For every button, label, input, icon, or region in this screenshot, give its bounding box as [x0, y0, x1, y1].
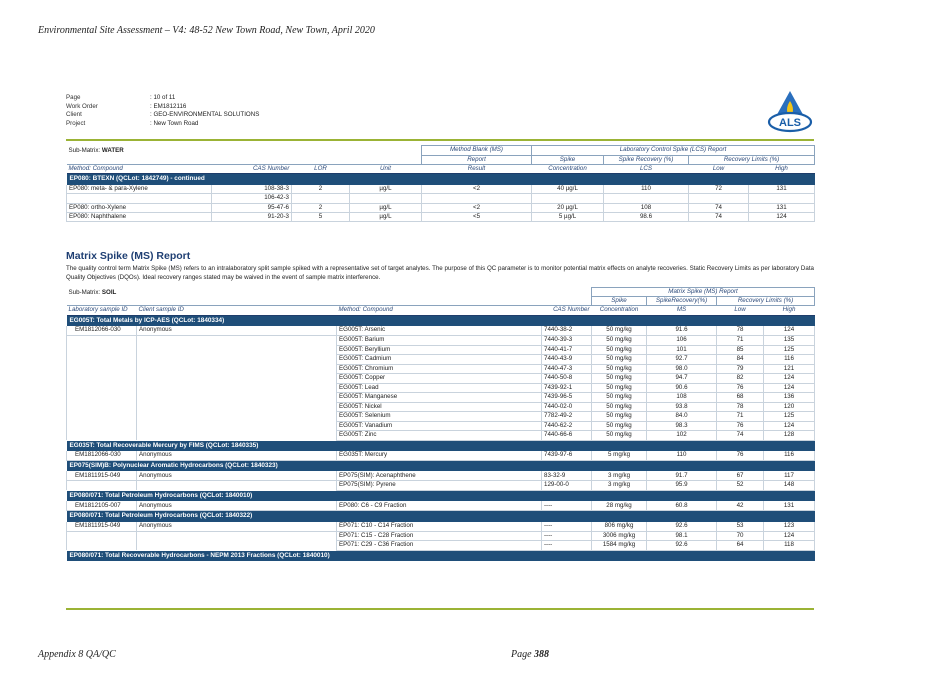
ms-group-header: EP080/071: Total Recoverable Hydrocarbons - NEPM 2013 Fractions (QCLot: 1840010) — [67, 550, 815, 561]
table-row: EM1812066-030 Anonymous EG005T: Arsenic 7440-38-2 50 mg/kg 91.6 78 124 — [67, 326, 815, 336]
ms-group-header: EP080/071: Total Petroleum Hydrocarbons (QCLot: 1840322) — [67, 511, 815, 522]
table-row: EG005T: Selenium 7782-49-2 50 mg/kg 84.0 71 125 — [67, 412, 815, 422]
lcs-header-row-1: Sub-Matrix: WATER Method Blank (MS) Laboratory Control Spike (LCS) Report — [67, 146, 815, 156]
table-row: EG005T: Beryllium 7440-41-7 50 mg/kg 101 85 125 — [67, 345, 815, 355]
table-row: EP075(SIM): Pyrene 129-00-0 3 mg/kg 95.9 52 148 — [67, 481, 815, 491]
ms-section-title: Matrix Spike (MS) Report — [66, 250, 191, 262]
table-row: 106-42-3 — [67, 194, 815, 203]
ms-group-header: EP080/071: Total Petroleum Hydrocarbons (QCLot: 1840010) — [67, 490, 815, 501]
document-header-title: Environmental Site Assessment – V4: 48-52 New Town Road, New Town, April 2020 — [38, 25, 375, 36]
ms-group-header: EG035T: Total Recoverable Mercury by FIMS (QCLot: 1840335) — [67, 440, 815, 451]
ms-table-body — [67, 315, 815, 561]
ms-group-header: EG005T: Total Metals by ICP-AES (QCLot: 1840334) — [67, 315, 815, 326]
table-row: EM1812105-007 Anonymous EP080: C6 - C9 Fraction ---- 28 mg/kg 60.8 42 131 — [67, 501, 815, 511]
meta-row: Page : 10 of 11 — [66, 94, 176, 101]
ms-description: The quality control term Matrix Spike (MS) refers to an intralaboratory split sample spiked with a representative set of target analytes. The purpose of this QC parameter is to monitor potential matrix effects on analyte recoveries. Static Recovery Limits as per laboratory Data Quality Objectives (DQOs). Ideal recovery ranges stated may be waived in the event of sample matrix interference. — [66, 265, 814, 281]
table-row: EG005T: Barium 7440-39-3 50 mg/kg 106 71 135 — [67, 336, 815, 346]
method-blank-title: Method Blank (MS) — [422, 146, 532, 156]
table-row: EG005T: Vanadium 7440-62-2 50 mg/kg 98.3 76 124 — [67, 421, 815, 431]
table-row: EG005T: Manganese 7439-96-5 50 mg/kg 108 68 136 — [67, 393, 815, 403]
table-row: EM1811915-049 Anonymous EP071: C10 - C14 Fraction ---- 806 mg/kg 92.6 53 123 — [67, 522, 815, 532]
als-logo — [765, 89, 815, 134]
ms-table — [66, 287, 815, 561]
table-row: EM1812066-030 Anonymous EG035T: Mercury 7439-97-6 5 mg/kg 110 76 116 — [67, 451, 815, 461]
table-row: EG005T: Chromium 7440-47-3 50 mg/kg 98.0 79 121 — [67, 364, 815, 374]
meta-row: Client : GEO-ENVIRONMENTAL SOLUTIONS — [66, 111, 260, 119]
ms-header-row-2: Spike SpikeRecovery(%) Recovery Limits (%) — [67, 297, 815, 306]
green-divider — [66, 139, 814, 141]
report-meta — [66, 95, 259, 129]
table-row: EG005T: Nickel 7440-02-0 50 mg/kg 93.8 78 120 — [67, 402, 815, 412]
table-row: EM1811915-049 Anonymous EP075(SIM): Acenaphthene 83-32-9 3 mg/kg 91.7 67 117 — [67, 471, 815, 481]
lcs-report-title: Laboratory Control Spike (LCS) Report — [532, 146, 815, 156]
ms-report-title: Matrix Spike (MS) Report — [592, 288, 815, 297]
table-row: EP080: ortho-Xylene 95-47-6 2 µg/L <2 20 µg/L 108 74 131 — [67, 203, 815, 212]
table-row: EP080: meta- & para-Xylene 108-38-3 2 µg/L <2 40 µg/L 110 72 131 — [67, 185, 815, 194]
table-row: EP080: Naphthalene 91-20-3 5 µg/L <5 5 µg/L 98.6 74 124 — [67, 212, 815, 221]
table-row: EG005T: Lead 7439-92-1 50 mg/kg 90.6 76 124 — [67, 383, 815, 393]
footer-page-number: Page 388 — [511, 649, 550, 660]
ms-group-header: EP075(SIM)B: Polynuclear Aromatic Hydrocarbons (QCLot: 1840323) — [67, 460, 815, 471]
table-row: EG005T: Zinc 7440-66-6 50 mg/kg 102 74 128 — [67, 431, 815, 441]
table-row: EP071: C15 - C28 Fraction ---- 3006 mg/kg 98.1 70 124 — [67, 531, 815, 541]
meta-row: Project : New Town Road — [66, 119, 199, 127]
table-row: EG005T: Copper 7440-50-8 50 mg/kg 94.7 82 124 — [67, 374, 815, 384]
lcs-column-headers: Method: Compound CAS Number LOR Unit Result Concentration LCS Low High — [67, 165, 815, 174]
lcs-table — [66, 145, 815, 222]
als-logo-text: ALS — [779, 116, 801, 129]
meta-row: Work Order : EM1812116 — [66, 102, 187, 110]
footer-appendix: Appendix 8 QA/QC — [38, 649, 116, 660]
green-divider-bottom — [66, 608, 814, 610]
table-row: EP071: C29 - C36 Fraction ---- 1584 mg/kg 92.6 64 118 — [67, 541, 815, 551]
ms-header-row-1: Sub-Matrix: SOIL Matrix Spike (MS) Report — [67, 288, 815, 297]
lcs-header-row-2: Report Spike Spike Recovery (%) Recovery Limits (%) — [67, 156, 815, 165]
ms-column-headers: Laboratory sample ID Client sample ID Method: Compound CAS Number Concentration MS Low High — [67, 306, 815, 315]
table-row: EG005T: Cadmium 7440-43-9 50 mg/kg 92.7 84 116 — [67, 355, 815, 365]
lcs-group-header: EP080: BTEXN (QCLot: 1842749) - continued — [67, 174, 815, 185]
